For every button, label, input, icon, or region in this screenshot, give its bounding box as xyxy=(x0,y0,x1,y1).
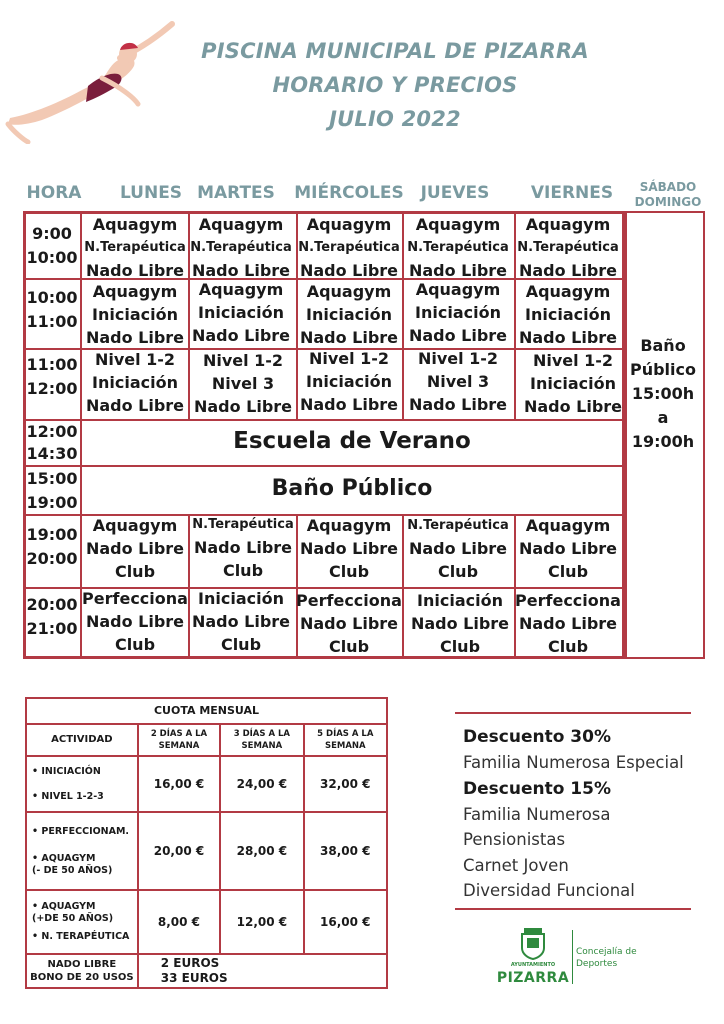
class-cell: Aquagym Iniciación Nado Libre xyxy=(299,282,399,347)
column-header-viernes: VIERNES xyxy=(530,183,614,203)
column-header-miercoles: MIÉRCOLES xyxy=(294,183,404,203)
title-line-1: PISCINA MUNICIPAL DE PIZARRA xyxy=(201,39,589,63)
class-cell: Aquagym N.Terapéutica Nado Libre xyxy=(517,215,619,280)
bano-banner: Baño Público xyxy=(271,476,433,501)
discount-item: Familia Numerosa xyxy=(463,804,611,824)
discount-item: Diversidad Funcional xyxy=(463,881,635,900)
weekend-label-2: DOMINGO xyxy=(634,195,702,209)
class-cell: Aquagym Iniciación Nado Libre xyxy=(518,282,618,347)
ayuntamiento-logo xyxy=(484,922,644,990)
class-cell: Aquagym Nado Libre Club xyxy=(299,516,399,581)
fee-header-2days: 2 DÍAS A LA SEMANA xyxy=(138,724,220,756)
class-cell: N.Terapéutica Nado Libre Club xyxy=(407,518,509,581)
discount-30-title: Descuento 30% xyxy=(463,727,611,747)
logo-department: Concejalía de Deportes xyxy=(576,947,637,969)
grid-line xyxy=(23,465,623,467)
hour-cell: 15:00 19:00 xyxy=(26,469,78,512)
column-header-hora: HORA xyxy=(26,183,82,203)
fee-row: • INICIACIÓN • NIVEL 1-2-3 16,00 € 24,00 € 32,00 € xyxy=(26,756,387,812)
title-line-2: HORARIO Y PRECIOS xyxy=(272,73,518,97)
fee-header-activity: ACTIVIDAD xyxy=(26,724,138,756)
fee-row: • AQUAGYM (+DE 50 AÑOS) • N. TERAPÉUTICA 8,00 € 12,00 € 16,00 € xyxy=(26,890,387,954)
class-cell: Perfecciona Nado Libre Club xyxy=(296,591,402,656)
class-cell: Nivel 1-2 Iniciación Nado Libre xyxy=(299,349,399,414)
logo-name: PIZARRA xyxy=(496,970,570,986)
class-cell: Nivel 1-2 Iniciación Nado Libre xyxy=(523,351,623,416)
fee-header-3days: 3 DÍAS A LA SEMANA xyxy=(220,724,303,756)
swimmer-illustration xyxy=(2,14,180,144)
column-header-weekend xyxy=(630,180,706,209)
class-cell: Aquagym Nado Libre Club xyxy=(518,516,618,581)
grid-line xyxy=(23,419,623,421)
escuela-banner: Escuela de Verano xyxy=(233,428,471,454)
fee-row-nado: NADO LIBRE BONO DE 20 USOS 2 EUROS 33 EUROS xyxy=(26,954,387,988)
page-header xyxy=(180,34,610,136)
logo-subtitle: AYUNTAMIENTO xyxy=(510,962,556,968)
discount-item: Pensionistas xyxy=(463,830,566,849)
class-cell: Aquagym Iniciación Nado Libre xyxy=(191,280,291,345)
column-header-jueves: JUEVES xyxy=(420,183,490,203)
fee-header-5days: 5 DÍAS A LA SEMANA xyxy=(304,724,387,756)
class-cell: Aquagym N.Terapéutica Nado Libre xyxy=(84,215,186,280)
class-cell: Aquagym Nado Libre Club xyxy=(85,516,185,581)
fee-table xyxy=(25,697,388,989)
class-cell: N.Terapéutica Nado Libre Club xyxy=(192,517,294,580)
class-cell: Perfecciona Nado Libre Club xyxy=(515,591,621,656)
class-cell: Iniciación Nado Libre Club xyxy=(191,589,291,654)
weekend-label-1: SÁBADO xyxy=(639,180,697,194)
column-header-lunes: LUNES xyxy=(119,183,183,203)
class-cell: Aquagym Iniciación Nado Libre xyxy=(85,282,185,347)
class-cell: Nivel 1-2 Nivel 3 Nado Libre xyxy=(193,351,293,416)
hour-cell: 10:00 11:00 xyxy=(26,288,78,331)
hour-cell: 20:00 21:00 xyxy=(26,595,78,638)
class-cell: Aquagym N.Terapéutica Nado Libre xyxy=(298,215,400,280)
hour-cell: 11:00 12:00 xyxy=(26,355,78,398)
grid-line xyxy=(703,211,705,659)
class-cell: Iniciación Nado Libre Club xyxy=(410,591,510,656)
class-cell: Aquagym N.Terapéutica Nado Libre xyxy=(190,215,292,280)
class-cell: Aquagym Iniciación Nado Libre xyxy=(408,280,508,345)
discounts-panel xyxy=(455,712,691,910)
weekend-schedule: Baño Público 15:00h a 19:00h xyxy=(629,336,696,451)
class-cell: Nivel 1-2 Nivel 3 Nado Libre xyxy=(408,349,508,414)
column-header-martes: MARTES xyxy=(197,183,275,203)
class-cell: Aquagym N.Terapéutica Nado Libre xyxy=(407,215,509,280)
title-line-3: JULIO 2022 xyxy=(329,107,461,131)
class-cell: Nivel 1-2 Iniciación Nado Libre xyxy=(85,350,185,415)
discount-item: Familia Numerosa Especial xyxy=(463,753,684,772)
fee-row: • PERFECCIONAM. • AQUAGYM (- DE 50 AÑOS) 20,00 € 28,00 € 38,00 € xyxy=(26,812,387,890)
hour-cell: 19:00 20:00 xyxy=(26,525,78,568)
fee-title: CUOTA MENSUAL xyxy=(26,698,387,724)
class-cell: Perfecciona Nado Libre Club xyxy=(82,589,188,654)
discount-15-title: Descuento 15% xyxy=(463,778,611,799)
hour-cell: 9:00 10:00 xyxy=(26,224,78,267)
coat-of-arms-icon xyxy=(518,926,548,960)
logo-divider xyxy=(572,930,573,984)
discount-item: Carnet Joven xyxy=(463,855,569,875)
hour-cell: 12:00 14:30 xyxy=(26,422,78,463)
